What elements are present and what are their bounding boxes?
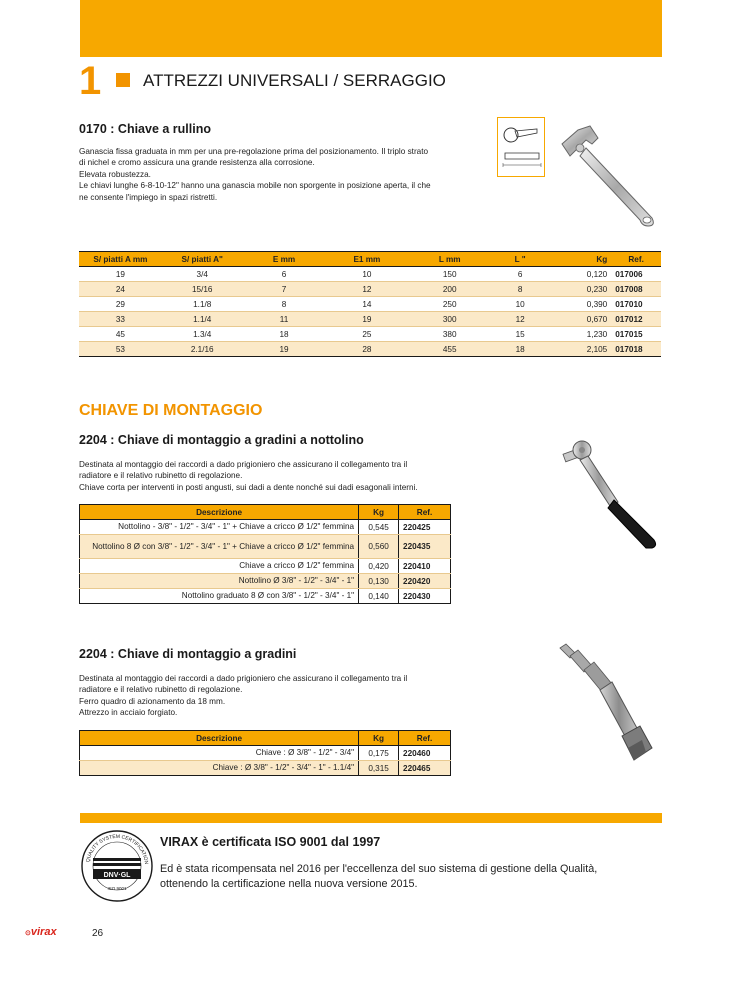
table-row: Chiave : Ø 3/8" - 1/2" - 3/4" 0,175 220460 <box>80 746 451 761</box>
certification-text: Ed è stata ricompensata nel 2016 per l'eccellenza del suo sistema di gestione della Qualità, ottenendo la certificazione nella nuova versione 2015. <box>160 863 598 890</box>
product-title-2204-nottolino: 2204 : Chiave di montaggio a gradini a nottolino <box>79 433 364 447</box>
stepped-wrench-image <box>556 640 656 770</box>
top-accent-bar <box>80 0 662 57</box>
table-row: Chiave : Ø 3/8" - 1/2" - 3/4" - 1" - 1.1/4" 0,315 220465 <box>80 761 451 776</box>
table-header-row: S/ piatti A mm S/ piatti A" E mm E1 mm L mm L " Kg Ref. <box>79 252 661 267</box>
adjustable-wrench-image <box>556 122 661 232</box>
page-number: 26 <box>92 928 104 939</box>
table-row: 29 1.1/8 8 14 250 10 0,390 017010 <box>79 297 661 312</box>
table-row: Nottolino 8 Ø con 3/8" - 1/2" - 3/4" - 1" + Chiave a cricco Ø 1/2" femmina 0,560 220435 <box>80 535 451 559</box>
product-title-2204-gradini: 2204 : Chiave di montaggio a gradini <box>79 647 297 661</box>
wrench-dimension-diagram <box>497 117 545 177</box>
product-table-2204-nottolino <box>79 504 451 604</box>
chapter-square-icon <box>116 73 130 87</box>
product-description-0170: Ganascia fissa graduata in mm per una pre-regolazione prima del posizionamento. Il triplo strato di nichel e cromo assicura una grande resistenza alla corrosione. Elevata robustezza. Le chiavi lunghe 6-8-10-12" hanno una ganascia mobile non sporgente in posizione aperta, il che ne consente l'impiego in spazi ristretti. <box>79 147 431 202</box>
table-row: 19 3/4 6 10 150 6 0,120 017006 <box>79 267 661 282</box>
table-row: 33 1.1/4 11 19 300 12 0,670 017012 <box>79 312 661 327</box>
table-row: 45 1.3/4 18 25 380 15 1,230 017015 <box>79 327 661 342</box>
chapter-title: ATTREZZI UNIVERSALI / SERRAGGIO <box>143 71 446 90</box>
product-description-2204-nottolino: Destinata al montaggio dei raccordi a dado prigioniero che assicurano il collegamento tra il radiatore e il relativo rubinetto di regolazione. Chiave corta per interventi in posti angusti, sui dadi a dente nonché sui dadi esagonali interni. <box>79 460 418 492</box>
table-row: Nottolino - 3/8" - 1/2" - 3/4" - 1" + Chiave a cricco Ø 1/2" femmina 0,545 220425 <box>80 520 451 535</box>
table-row: Nottolino graduato 8 Ø con 3/8" - 1/2" - 3/4" - 1" 0,140 220430 <box>80 589 451 604</box>
table-row: 53 2.1/16 19 28 455 18 2,105 017018 <box>79 342 661 357</box>
table-header-row: Descrizione Kg Ref. <box>80 505 451 520</box>
table-row: Chiave a cricco Ø 1/2" femmina 0,420 220410 <box>80 559 451 574</box>
ratchet-wrench-image <box>558 432 662 552</box>
logo-brand-text: DNV·GL <box>103 872 131 879</box>
product-description-2204-gradini: Destinata al montaggio dei raccordi a dado prigioniero che assicurano il collegamento tra il radiatore e il relativo rubinetto di regolazione. Ferro quadro di azionamento da 18 mm. Attrezzo in acciaio forgiato. <box>79 674 408 718</box>
logo-arc-text: QUALITY SYSTEM CERTIFICATION <box>85 833 149 865</box>
table-header-row: Descrizione Kg Ref. <box>80 731 451 746</box>
virax-logo: ⊙virax <box>25 926 57 938</box>
chapter-number: 1 <box>79 59 102 103</box>
dnv-gl-certification-logo <box>79 828 155 904</box>
section-title: CHIAVE DI MONTAGGIO <box>79 402 263 419</box>
bottom-accent-bar <box>80 813 662 823</box>
logo-standard-text: ISO 9001 <box>107 886 127 891</box>
logo-mark-icon: ⊙ <box>25 930 31 937</box>
product-table-0170 <box>79 251 661 357</box>
table-row: 24 15/16 7 12 200 8 0,230 017008 <box>79 282 661 297</box>
product-table-2204-gradini <box>79 730 451 776</box>
table-row: Nottolino Ø 3/8" - 1/2" - 3/4" - 1" 0,130 220420 <box>80 574 451 589</box>
product-title-0170: 0170 : Chiave a rullino <box>79 122 211 136</box>
certification-title: VIRAX è certificata ISO 9001 dal 1997 <box>160 835 381 849</box>
